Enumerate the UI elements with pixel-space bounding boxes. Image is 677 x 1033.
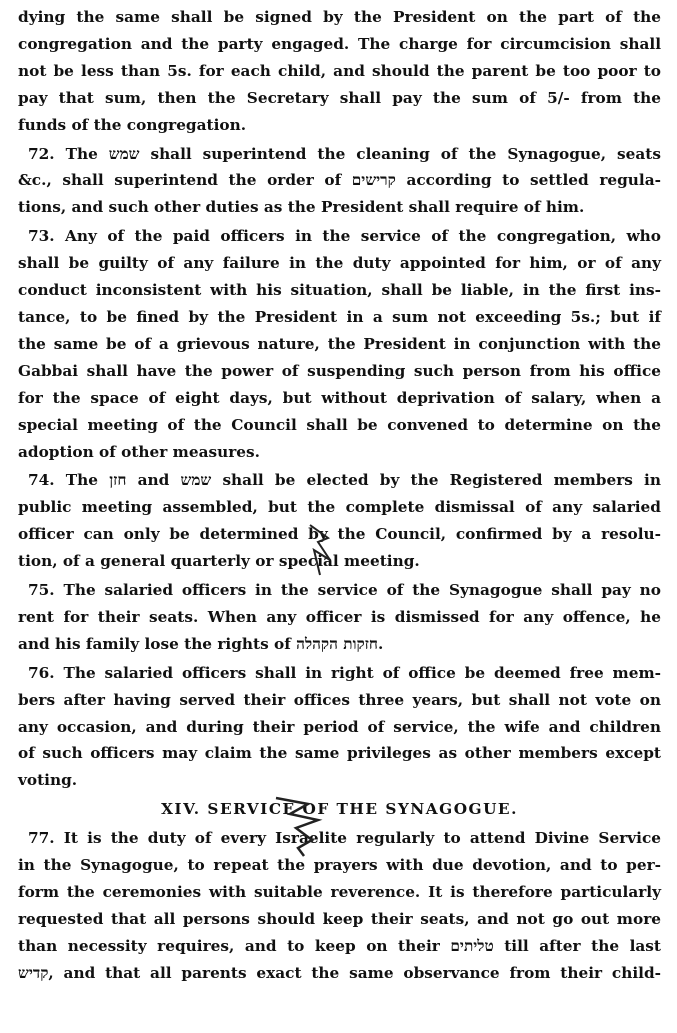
paragraph-76 <box>18 660 661 795</box>
text-line: any occasion, and during their period of service, the wife and children <box>18 717 661 736</box>
paragraph-77 <box>18 825 661 986</box>
text-line: 73. Any of the paid officers in the service of the congregation, who <box>28 227 661 246</box>
paragraph-73 <box>18 223 661 465</box>
text-line: public meeting assembled, but the complete dismissal of any salaried <box>18 498 661 517</box>
text-line: funds of the congregation. <box>18 115 247 134</box>
document-body <box>18 4 661 989</box>
text-line: rent for their seats. When any officer is dismissed for any offence, he <box>18 607 661 626</box>
paragraph-71-continued <box>18 4 661 139</box>
text-line: קדיש, and that all parents exact the same observance from their child- <box>18 963 661 982</box>
text-line: of such officers may claim the same privileges as other members except <box>18 744 661 763</box>
text-line: and his family lose the rights of חזקות הקהלה. <box>18 634 384 653</box>
text-line: the same be of a grievous nature, the President in conjunction with the <box>18 334 661 353</box>
text-line: in the Synagogue, to repeat the prayers with due devotion, and to per- <box>18 856 661 875</box>
text-line: 76. The salaried officers shall in right of office be deemed free mem- <box>28 663 661 682</box>
text-line: shall be guilty of any failure in the duty appointed for him, or of any <box>18 254 661 273</box>
text-line: Gabbai shall have the power of suspending such person from his office <box>18 361 661 380</box>
text-line: for the space of eight days, but without deprivation of salary, when a <box>18 388 661 407</box>
text-line: voting. <box>18 771 78 790</box>
text-line: bers after having served their offices three years, but shall not vote on <box>18 690 661 709</box>
text-line: 72. The שמש shall superintend the cleaning of the Synagogue, seats <box>28 144 661 163</box>
text-line: officer can only be determined by the Council, confirmed by a resolu- <box>18 525 661 544</box>
text-line: 75. The salaried officers in the service of the Synagogue shall pay no <box>28 581 661 600</box>
paragraph-75 <box>18 577 661 658</box>
text-line: tance, to be fined by the President in a sum not exceeding 5s.; but if <box>18 307 661 326</box>
text-line: &c., shall superintend the order of קרישים according to settled regula- <box>18 171 661 190</box>
paragraph-74 <box>18 467 661 575</box>
text-line: requested that all persons should keep their seats, and not go out more <box>18 909 661 928</box>
text-line: form the ceremonies with suitable reverence. It is therefore particularly <box>18 883 661 901</box>
text-line: tion, of a general quarterly or special meeting. <box>18 552 420 571</box>
text-line: not be less than 5s. for each child, and should the parent be too poor to <box>18 61 661 80</box>
text-line: tions, and such other duties as the President shall require of him. <box>18 198 585 217</box>
text-line: special meeting of the Council shall be convened to determine on the <box>18 415 661 434</box>
text-line: adoption of other measures. <box>18 442 260 461</box>
text-line: pay that sum, then the Secretary shall pay the sum of 5/- from the <box>18 88 661 107</box>
paragraph-72 <box>18 141 661 222</box>
text-line: dying the same shall be signed by the President on the part of the <box>18 8 661 26</box>
text-line: than necessity requires, and to keep on their טליתים till after the last <box>18 936 661 955</box>
text-line: 74. The חזן and שמש shall be elected by the Registered members in <box>28 471 661 490</box>
text-line: congregation and the party engaged. The charge for circumcision shall <box>18 34 661 53</box>
text-line: conduct inconsistent with his situation, shall be liable, in the first ins- <box>18 281 661 300</box>
section-heading: XIV. SERVICE OF THE SYNAGOGUE. <box>161 800 518 819</box>
text-line: 77. It is the duty of every Israelite regularly to attend Divine Service <box>28 829 661 848</box>
